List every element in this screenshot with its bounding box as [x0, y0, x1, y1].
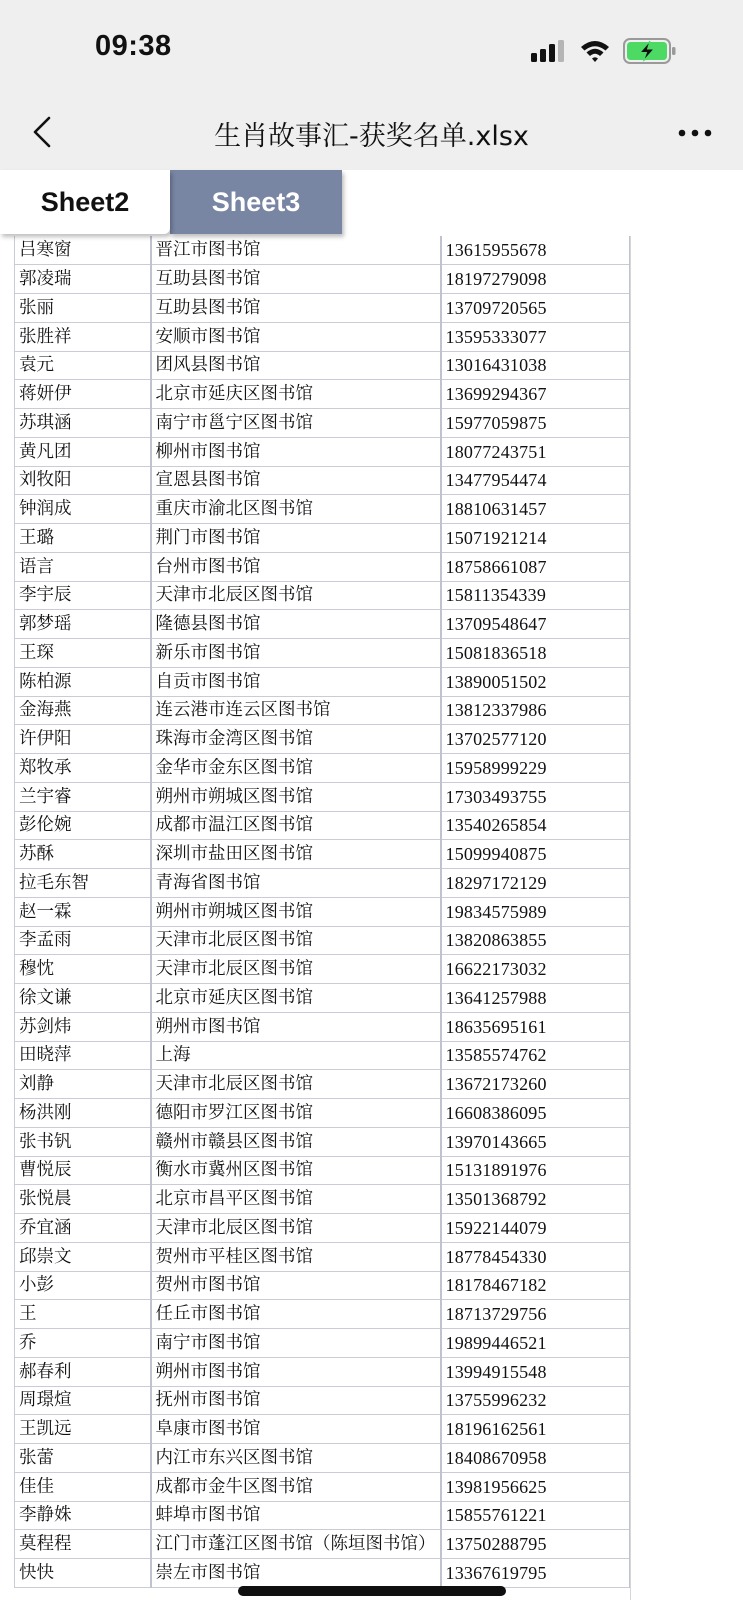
table-row [15, 897, 630, 926]
cell-phone[interactable]: 18713729756 [441, 1300, 630, 1329]
table-row [15, 984, 630, 1013]
cell-phone[interactable]: 13709720565 [441, 294, 630, 323]
cell-name[interactable]: 张胜祥 [15, 322, 151, 351]
cell-phone[interactable]: 13981956625 [441, 1472, 630, 1501]
cell-phone[interactable]: 15071921214 [441, 524, 630, 553]
cell-library[interactable]: 自贡市图书馆 [151, 667, 441, 696]
cell-library[interactable]: 南宁市邕宁区图书馆 [151, 409, 441, 438]
cell-library[interactable]: 北京市昌平区图书馆 [151, 1185, 441, 1214]
cell-library[interactable]: 珠海市金湾区图书馆 [151, 725, 441, 754]
cell-name[interactable]: 周璟煊 [15, 1386, 151, 1415]
table-row [15, 466, 630, 495]
cell-phone[interactable]: 15081836518 [441, 639, 630, 668]
table-row [15, 322, 630, 351]
status-icons [531, 38, 677, 64]
cell-library[interactable]: 柳州市图书馆 [151, 437, 441, 466]
cell-name[interactable]: 语言 [15, 552, 151, 581]
cell-phone[interactable]: 13672173260 [441, 1070, 630, 1099]
cell-phone[interactable]: 16622173032 [441, 955, 630, 984]
cell-library[interactable]: 隆德县图书馆 [151, 610, 441, 639]
signal-icon [531, 40, 567, 62]
cell-phone[interactable]: 13585574762 [441, 1041, 630, 1070]
cell-phone[interactable]: 18778454330 [441, 1242, 630, 1271]
cell-name[interactable]: 赵一霖 [15, 897, 151, 926]
table-row [15, 1300, 630, 1329]
cell-phone[interactable]: 18810631457 [441, 495, 630, 524]
cell-name[interactable]: 穆忱 [15, 955, 151, 984]
cell-name[interactable]: 李孟雨 [15, 926, 151, 955]
cell-library[interactable]: 朔州市图书馆 [151, 1012, 441, 1041]
cell-name[interactable]: 许伊阳 [15, 725, 151, 754]
cell-phone[interactable]: 13750288795 [441, 1530, 630, 1559]
cell-name[interactable]: 莫程程 [15, 1530, 151, 1559]
cell-name[interactable]: 袁元 [15, 351, 151, 380]
cell-phone[interactable]: 18408670958 [441, 1444, 630, 1473]
cell-library[interactable]: 朔州市朔城区图书馆 [151, 897, 441, 926]
cell-name[interactable]: 蒋妍伊 [15, 380, 151, 409]
table-row [15, 1156, 630, 1185]
table-row [15, 610, 630, 639]
cell-name[interactable]: 杨洪刚 [15, 1099, 151, 1128]
cell-library[interactable]: 南宁市图书馆 [151, 1329, 441, 1358]
table-row [15, 1357, 630, 1386]
cell-library[interactable]: 重庆市渝北区图书馆 [151, 495, 441, 524]
cell-name[interactable]: 苏琪涵 [15, 409, 151, 438]
table-row [15, 1472, 630, 1501]
cell-name[interactable]: 乔 [15, 1329, 151, 1358]
cell-library[interactable]: 成都市温江区图书馆 [151, 811, 441, 840]
cell-library[interactable]: 安顺市图书馆 [151, 322, 441, 351]
cell-name[interactable]: 曹悦辰 [15, 1156, 151, 1185]
table-row [15, 294, 630, 323]
cell-library[interactable]: 朔州市图书馆 [151, 1357, 441, 1386]
cell-phone[interactable]: 18758661087 [441, 552, 630, 581]
cell-phone[interactable]: 15922144079 [441, 1214, 630, 1243]
cell-phone[interactable]: 13890051502 [441, 667, 630, 696]
cell-phone[interactable]: 13615955678 [441, 236, 630, 265]
cell-library[interactable]: 宣恩县图书馆 [151, 466, 441, 495]
cell-library[interactable]: 连云港市连云区图书馆 [151, 696, 441, 725]
cell-library[interactable]: 天津市北辰区图书馆 [151, 1214, 441, 1243]
tab-sheet3[interactable]: Sheet3 [170, 170, 342, 234]
cell-phone[interactable]: 18196162561 [441, 1415, 630, 1444]
nav-bar [0, 100, 743, 170]
cell-library[interactable]: 赣州市赣县区图书馆 [151, 1127, 441, 1156]
table-row [15, 1099, 630, 1128]
cell-name[interactable]: 金海燕 [15, 696, 151, 725]
cell-phone[interactable]: 15958999229 [441, 754, 630, 783]
cell-phone[interactable]: 13540265854 [441, 811, 630, 840]
table-row [15, 495, 630, 524]
cell-phone[interactable]: 16608386095 [441, 1099, 630, 1128]
sheet-edge-line [630, 236, 631, 1600]
table-row [15, 754, 630, 783]
table-row [15, 1386, 630, 1415]
cell-library[interactable]: 台州市图书馆 [151, 552, 441, 581]
cell-library[interactable]: 金华市金东区图书馆 [151, 754, 441, 783]
status-bar [0, 0, 743, 100]
cell-phone[interactable]: 13994915548 [441, 1357, 630, 1386]
cell-phone[interactable]: 19899446521 [441, 1329, 630, 1358]
table-row [15, 667, 630, 696]
cell-phone[interactable]: 13641257988 [441, 984, 630, 1013]
cell-library[interactable]: 衡水市冀州区图书馆 [151, 1156, 441, 1185]
cell-phone[interactable]: 13501368792 [441, 1185, 630, 1214]
cell-name[interactable]: 郭凌瑞 [15, 265, 151, 294]
cell-phone[interactable]: 15131891976 [441, 1156, 630, 1185]
table-row [15, 639, 630, 668]
cell-library[interactable]: 晋江市图书馆 [151, 236, 441, 265]
cell-name[interactable]: 刘静 [15, 1070, 151, 1099]
table-row [15, 1501, 630, 1530]
cell-library[interactable]: 北京市延庆区图书馆 [151, 984, 441, 1013]
cell-phone[interactable]: 13367619795 [441, 1559, 630, 1588]
cell-name[interactable]: 彭伦婉 [15, 811, 151, 840]
cell-phone[interactable]: 13709548647 [441, 610, 630, 639]
cell-library[interactable]: 德阳市罗江区图书馆 [151, 1099, 441, 1128]
table-row [15, 725, 630, 754]
more-options-button[interactable] [675, 116, 715, 150]
cell-name[interactable]: 快快 [15, 1559, 151, 1588]
cell-library[interactable]: 天津市北辰区图书馆 [151, 581, 441, 610]
table-row [15, 1271, 630, 1300]
cell-name[interactable]: 陈柏源 [15, 667, 151, 696]
cell-phone[interactable]: 18197279098 [441, 265, 630, 294]
cell-name[interactable]: 苏剑炜 [15, 1012, 151, 1041]
cell-name[interactable]: 乔宜涵 [15, 1214, 151, 1243]
cell-library[interactable]: 朔州市朔城区图书馆 [151, 782, 441, 811]
cell-name[interactable]: 张蕾 [15, 1444, 151, 1473]
table-row [15, 696, 630, 725]
table-row [15, 1444, 630, 1473]
cell-phone[interactable]: 15811354339 [441, 581, 630, 610]
cell-library[interactable]: 成都市金牛区图书馆 [151, 1472, 441, 1501]
table-row [15, 552, 630, 581]
cell-name[interactable]: 邱崇文 [15, 1242, 151, 1271]
cell-name[interactable]: 黄凡团 [15, 437, 151, 466]
cell-phone[interactable]: 15855761221 [441, 1501, 630, 1530]
cell-name[interactable]: 佳佳 [15, 1472, 151, 1501]
cell-library[interactable]: 互助县图书馆 [151, 294, 441, 323]
file-title: 生肖故事汇-获奖名单.xlsx [214, 121, 529, 152]
table-row [15, 581, 630, 610]
sheet-tabs [0, 170, 743, 236]
cell-library[interactable]: 贺州市图书馆 [151, 1271, 441, 1300]
table-row [15, 409, 630, 438]
cell-library[interactable]: 蚌埠市图书馆 [151, 1501, 441, 1530]
table-row [15, 265, 630, 294]
cell-phone[interactable]: 13812337986 [441, 696, 630, 725]
cell-name[interactable]: 吕寒窗 [15, 236, 151, 265]
cell-phone[interactable]: 17303493755 [441, 782, 630, 811]
cell-phone[interactable]: 18635695161 [441, 1012, 630, 1041]
cell-name[interactable]: 郝春利 [15, 1357, 151, 1386]
cell-phone[interactable]: 13016431038 [441, 351, 630, 380]
cell-library[interactable]: 天津市北辰区图书馆 [151, 1070, 441, 1099]
cell-name[interactable]: 刘牧阳 [15, 466, 151, 495]
back-button[interactable] [22, 112, 62, 152]
cell-library[interactable]: 互助县图书馆 [151, 265, 441, 294]
table-row [15, 1127, 630, 1156]
data-table [14, 236, 631, 1588]
spreadsheet-view[interactable] [0, 236, 743, 1600]
cell-library[interactable]: 荆门市图书馆 [151, 524, 441, 553]
cell-phone[interactable]: 13820863855 [441, 926, 630, 955]
cell-library[interactable]: 北京市延庆区图书馆 [151, 380, 441, 409]
cell-phone[interactable]: 13477954474 [441, 466, 630, 495]
table-row [15, 869, 630, 898]
cell-name[interactable]: 李宇辰 [15, 581, 151, 610]
table-row [15, 351, 630, 380]
cell-name[interactable]: 苏酥 [15, 840, 151, 869]
table-row [15, 524, 630, 553]
table-row [15, 1185, 630, 1214]
cell-name[interactable]: 张悦晨 [15, 1185, 151, 1214]
cell-phone[interactable]: 18297172129 [441, 869, 630, 898]
table-row [15, 840, 630, 869]
cell-library[interactable]: 青海省图书馆 [151, 869, 441, 898]
table-row [15, 955, 630, 984]
cell-library[interactable]: 内江市东兴区图书馆 [151, 1444, 441, 1473]
cell-library[interactable]: 天津市北辰区图书馆 [151, 926, 441, 955]
battery-charging-icon [623, 38, 677, 64]
cell-name[interactable]: 兰宇睿 [15, 782, 151, 811]
cell-name[interactable]: 张书钒 [15, 1127, 151, 1156]
table-row [15, 380, 630, 409]
table-row [15, 1041, 630, 1070]
cell-name[interactable]: 王琛 [15, 639, 151, 668]
cell-name[interactable]: 王璐 [15, 524, 151, 553]
table-row [15, 1242, 630, 1271]
table-row [15, 437, 630, 466]
cell-phone[interactable]: 18178467182 [441, 1271, 630, 1300]
more-horizontal-icon [678, 129, 712, 137]
cell-name[interactable]: 李静姝 [15, 1501, 151, 1530]
cell-library[interactable]: 深圳市盐田区图书馆 [151, 840, 441, 869]
table-row [15, 1214, 630, 1243]
cell-name[interactable]: 徐文谦 [15, 984, 151, 1013]
cell-phone[interactable]: 15099940875 [441, 840, 630, 869]
cell-name[interactable]: 田晓萍 [15, 1041, 151, 1070]
cell-name[interactable]: 拉毛东智 [15, 869, 151, 898]
table-row [15, 926, 630, 955]
cell-name[interactable]: 王凯远 [15, 1415, 151, 1444]
cell-library[interactable]: 抚州市图书馆 [151, 1386, 441, 1415]
wifi-icon [579, 39, 611, 63]
cell-library[interactable]: 贺州市平桂区图书馆 [151, 1242, 441, 1271]
cell-phone[interactable]: 15977059875 [441, 409, 630, 438]
cell-phone[interactable]: 13755996232 [441, 1386, 630, 1415]
table-row [15, 1559, 630, 1588]
cell-name[interactable]: 钟润成 [15, 495, 151, 524]
cell-library[interactable]: 天津市北辰区图书馆 [151, 955, 441, 984]
table-row [15, 1530, 630, 1559]
chevron-left-icon [31, 116, 53, 148]
cell-name[interactable]: 张丽 [15, 294, 151, 323]
cell-library[interactable]: 团风县图书馆 [151, 351, 441, 380]
cell-phone[interactable]: 19834575989 [441, 897, 630, 926]
cell-phone[interactable]: 13595333077 [441, 322, 630, 351]
cell-phone[interactable]: 18077243751 [441, 437, 630, 466]
cell-library[interactable]: 新乐市图书馆 [151, 639, 441, 668]
table-row [15, 782, 630, 811]
cell-phone[interactable]: 13702577120 [441, 725, 630, 754]
cell-phone[interactable]: 13699294367 [441, 380, 630, 409]
table-row [15, 236, 630, 265]
status-time: 09:38 [95, 30, 172, 62]
cell-library[interactable]: 任丘市图书馆 [151, 1300, 441, 1329]
cell-phone[interactable]: 13970143665 [441, 1127, 630, 1156]
home-indicator[interactable] [238, 1586, 506, 1596]
cell-name[interactable]: 郭梦瑶 [15, 610, 151, 639]
table-row [15, 1329, 630, 1358]
table-row [15, 1415, 630, 1444]
table-row [15, 1012, 630, 1041]
table-row [15, 1070, 630, 1099]
cell-name[interactable]: 王 [15, 1300, 151, 1329]
table-row [15, 811, 630, 840]
cell-library[interactable]: 江门市蓬江区图书馆（陈垣图书馆） [151, 1530, 441, 1559]
cell-library[interactable]: 阜康市图书馆 [151, 1415, 441, 1444]
cell-name[interactable]: 郑牧承 [15, 754, 151, 783]
cell-library[interactable]: 上海 [151, 1041, 441, 1070]
cell-name[interactable]: 小彭 [15, 1271, 151, 1300]
cell-library[interactable]: 崇左市图书馆 [151, 1559, 441, 1588]
tab-sheet2[interactable]: Sheet2 [0, 170, 170, 234]
